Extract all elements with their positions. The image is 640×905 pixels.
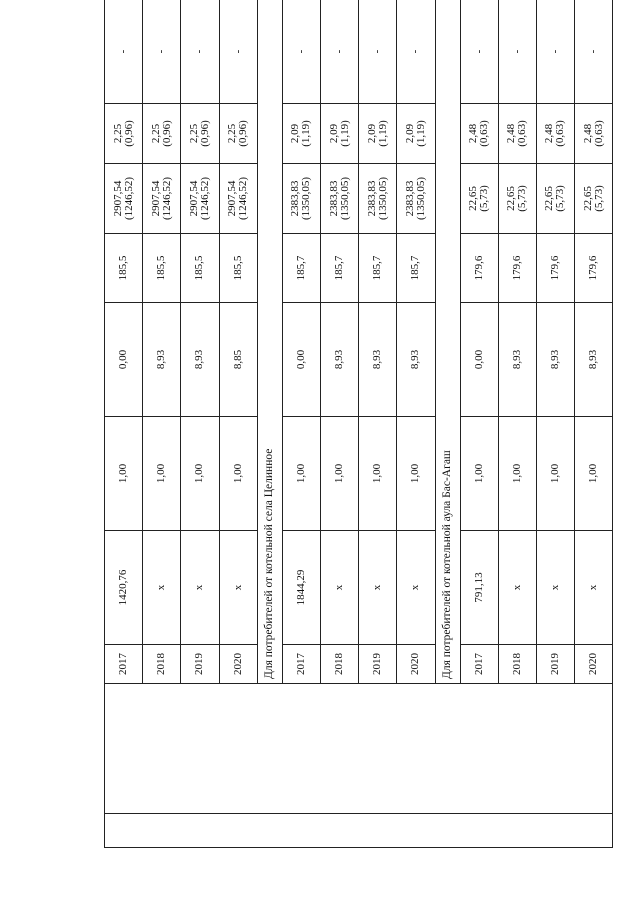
rate-cell xyxy=(282,104,320,164)
volume-cell-paren: (5,73) xyxy=(478,185,491,212)
volume-cell-main: 2907,54 xyxy=(111,180,124,217)
volume-cell-main: 2907,54 xyxy=(187,180,200,217)
dash-cell: - xyxy=(460,0,498,104)
year-cell: 2018 xyxy=(143,645,181,684)
norm-cell: 185,5 xyxy=(143,234,181,303)
norm-cell: 185,5 xyxy=(105,234,143,303)
volume-cell-paren: (1246,52) xyxy=(237,176,250,221)
year-cell: 2017 xyxy=(105,645,143,684)
rate-cell-main: 2,48 xyxy=(581,123,594,144)
volume-cell xyxy=(460,164,498,234)
rate-cell-paren: (0,63) xyxy=(516,120,529,147)
volume-cell-main: 2383,83 xyxy=(327,180,340,217)
volume-cell-paren: (5,73) xyxy=(516,185,529,212)
dash-cell: - xyxy=(359,0,397,104)
volume-cell-main: 2907,54 xyxy=(149,180,162,217)
rate-cell-paren: (1,19) xyxy=(414,120,427,147)
volume-cell-main: 22,65 xyxy=(505,186,518,211)
base-value-cell: x xyxy=(536,531,574,645)
rate-cell-main: 2,09 xyxy=(289,123,302,144)
percent-cell: 8,93 xyxy=(536,303,574,417)
dash-cell: - xyxy=(575,0,613,104)
volume-cell-main: 22,65 xyxy=(581,186,594,211)
rate-cell-paren: (0,96) xyxy=(198,120,211,147)
percent-cell: 8,93 xyxy=(181,303,219,417)
volume-cell-main: 2383,83 xyxy=(289,180,302,217)
dash-cell: - xyxy=(282,0,320,104)
volume-cell-paren: (1350,05) xyxy=(414,176,427,221)
rate-cell-main: 2,09 xyxy=(365,123,378,144)
index-cell: 1,00 xyxy=(282,417,320,531)
rate-cell xyxy=(460,104,498,164)
volume-cell xyxy=(282,164,320,234)
rate-cell-main: 2,25 xyxy=(187,123,200,144)
norm-cell: 185,5 xyxy=(219,234,257,303)
percent-cell: 8,93 xyxy=(498,303,536,417)
norm-cell: 185,7 xyxy=(359,234,397,303)
base-value-cell: 791,13 xyxy=(460,531,498,645)
norm-cell: 185,7 xyxy=(320,234,358,303)
rate-cell xyxy=(105,104,143,164)
rate-cell-paren: (0,63) xyxy=(554,120,567,147)
year-cell: 2020 xyxy=(397,645,435,684)
norm-cell: 185,7 xyxy=(397,234,435,303)
base-value-cell: x xyxy=(498,531,536,645)
base-value-cell: x xyxy=(359,531,397,645)
volume-cell xyxy=(536,164,574,234)
index-cell: 1,00 xyxy=(397,417,435,531)
volume-cell-paren: (1246,52) xyxy=(122,176,135,221)
volume-cell xyxy=(181,164,219,234)
volume-cell xyxy=(575,164,613,234)
volume-cell xyxy=(498,164,536,234)
year-cell: 2020 xyxy=(575,645,613,684)
year-cell: 2019 xyxy=(359,645,397,684)
rate-cell-main: 2,25 xyxy=(226,123,239,144)
volume-cell-paren: (1350,05) xyxy=(338,176,351,221)
dash-cell: - xyxy=(498,0,536,104)
base-value-cell: x xyxy=(575,531,613,645)
rate-cell xyxy=(536,104,574,164)
volume-cell-paren: (1246,52) xyxy=(160,176,173,221)
blank-frame-column-outer xyxy=(105,814,613,848)
norm-cell: 179,6 xyxy=(575,234,613,303)
index-cell: 1,00 xyxy=(359,417,397,531)
norm-cell: 185,7 xyxy=(282,234,320,303)
rate-cell-main: 2,48 xyxy=(467,123,480,144)
rate-cell-main: 2,25 xyxy=(111,123,124,144)
rate-cell-main: 2,48 xyxy=(505,123,518,144)
percent-cell: 8,93 xyxy=(143,303,181,417)
section-title: Для потребителей от котельной села Целинное xyxy=(257,0,282,684)
base-value-cell: 1420,76 xyxy=(105,531,143,645)
rate-cell-paren: (1,19) xyxy=(376,120,389,147)
year-cell: 2019 xyxy=(181,645,219,684)
table-row xyxy=(105,0,143,848)
table-rotation-wrapper xyxy=(104,49,605,848)
rate-cell-paren: (0,96) xyxy=(122,120,135,147)
norm-cell: 185,5 xyxy=(181,234,219,303)
dash-cell: - xyxy=(536,0,574,104)
dash-cell: - xyxy=(143,0,181,104)
index-cell: 1,00 xyxy=(536,417,574,531)
percent-cell: 8,85 xyxy=(219,303,257,417)
rate-cell-paren: (1,19) xyxy=(300,120,313,147)
volume-cell xyxy=(397,164,435,234)
section-title: Для потребителей от котельной аула Бас-Агаш xyxy=(435,0,460,684)
volume-cell-paren: (5,73) xyxy=(554,185,567,212)
index-cell: 1,00 xyxy=(575,417,613,531)
dash-cell: - xyxy=(397,0,435,104)
rate-cell-main: 2,09 xyxy=(327,123,340,144)
volume-cell-paren: (5,73) xyxy=(592,185,605,212)
year-cell: 2018 xyxy=(320,645,358,684)
rate-cell-main: 2,09 xyxy=(403,123,416,144)
percent-cell: 0,00 xyxy=(105,303,143,417)
rate-cell xyxy=(498,104,536,164)
tariff-table xyxy=(104,0,613,848)
volume-cell xyxy=(359,164,397,234)
volume-cell xyxy=(105,164,143,234)
rate-cell-paren: (0,96) xyxy=(160,120,173,147)
year-cell: 2020 xyxy=(219,645,257,684)
volume-cell-main: 22,65 xyxy=(543,186,556,211)
year-cell: 2019 xyxy=(536,645,574,684)
volume-cell-main: 2383,83 xyxy=(403,180,416,217)
volume-cell-paren: (1350,05) xyxy=(300,176,313,221)
dash-cell: - xyxy=(181,0,219,104)
blank-frame-column-inner xyxy=(105,684,613,814)
base-value-cell: x xyxy=(143,531,181,645)
rotated-table-page xyxy=(104,49,605,848)
volume-cell-paren: (1246,52) xyxy=(198,176,211,221)
rate-cell-paren: (1,19) xyxy=(338,120,351,147)
rate-cell-main: 2,48 xyxy=(543,123,556,144)
percent-cell: 8,93 xyxy=(397,303,435,417)
base-value-cell: x xyxy=(320,531,358,645)
rate-cell xyxy=(575,104,613,164)
index-cell: 1,00 xyxy=(460,417,498,531)
rate-cell xyxy=(320,104,358,164)
percent-cell: 8,93 xyxy=(359,303,397,417)
index-cell: 1,00 xyxy=(498,417,536,531)
volume-cell xyxy=(143,164,181,234)
year-cell: 2018 xyxy=(498,645,536,684)
index-cell: 1,00 xyxy=(143,417,181,531)
dash-cell: - xyxy=(320,0,358,104)
volume-cell-main: 22,65 xyxy=(467,186,480,211)
volume-cell-paren: (1350,05) xyxy=(376,176,389,221)
base-value-cell: x xyxy=(181,531,219,645)
base-value-cell: x xyxy=(397,531,435,645)
rate-cell xyxy=(219,104,257,164)
rate-cell xyxy=(181,104,219,164)
rate-cell xyxy=(359,104,397,164)
percent-cell: 0,00 xyxy=(282,303,320,417)
year-cell: 2017 xyxy=(460,645,498,684)
year-cell: 2017 xyxy=(282,645,320,684)
rate-cell xyxy=(143,104,181,164)
index-cell: 1,00 xyxy=(320,417,358,531)
dash-cell: - xyxy=(219,0,257,104)
rate-cell-paren: (0,96) xyxy=(237,120,250,147)
rate-cell-paren: (0,63) xyxy=(478,120,491,147)
base-value-cell: x xyxy=(219,531,257,645)
percent-cell: 8,93 xyxy=(320,303,358,417)
rate-cell-main: 2,25 xyxy=(149,123,162,144)
base-value-cell: 1844,29 xyxy=(282,531,320,645)
norm-cell: 179,6 xyxy=(536,234,574,303)
volume-cell xyxy=(219,164,257,234)
norm-cell: 179,6 xyxy=(460,234,498,303)
volume-cell-main: 2383,83 xyxy=(365,180,378,217)
volume-cell-main: 2907,54 xyxy=(226,180,239,217)
norm-cell: 179,6 xyxy=(498,234,536,303)
volume-cell xyxy=(320,164,358,234)
percent-cell: 8,93 xyxy=(575,303,613,417)
percent-cell: 0,00 xyxy=(460,303,498,417)
dash-cell: - xyxy=(105,0,143,104)
index-cell: 1,00 xyxy=(181,417,219,531)
rate-cell xyxy=(397,104,435,164)
index-cell: 1,00 xyxy=(105,417,143,531)
index-cell: 1,00 xyxy=(219,417,257,531)
rate-cell-paren: (0,63) xyxy=(592,120,605,147)
